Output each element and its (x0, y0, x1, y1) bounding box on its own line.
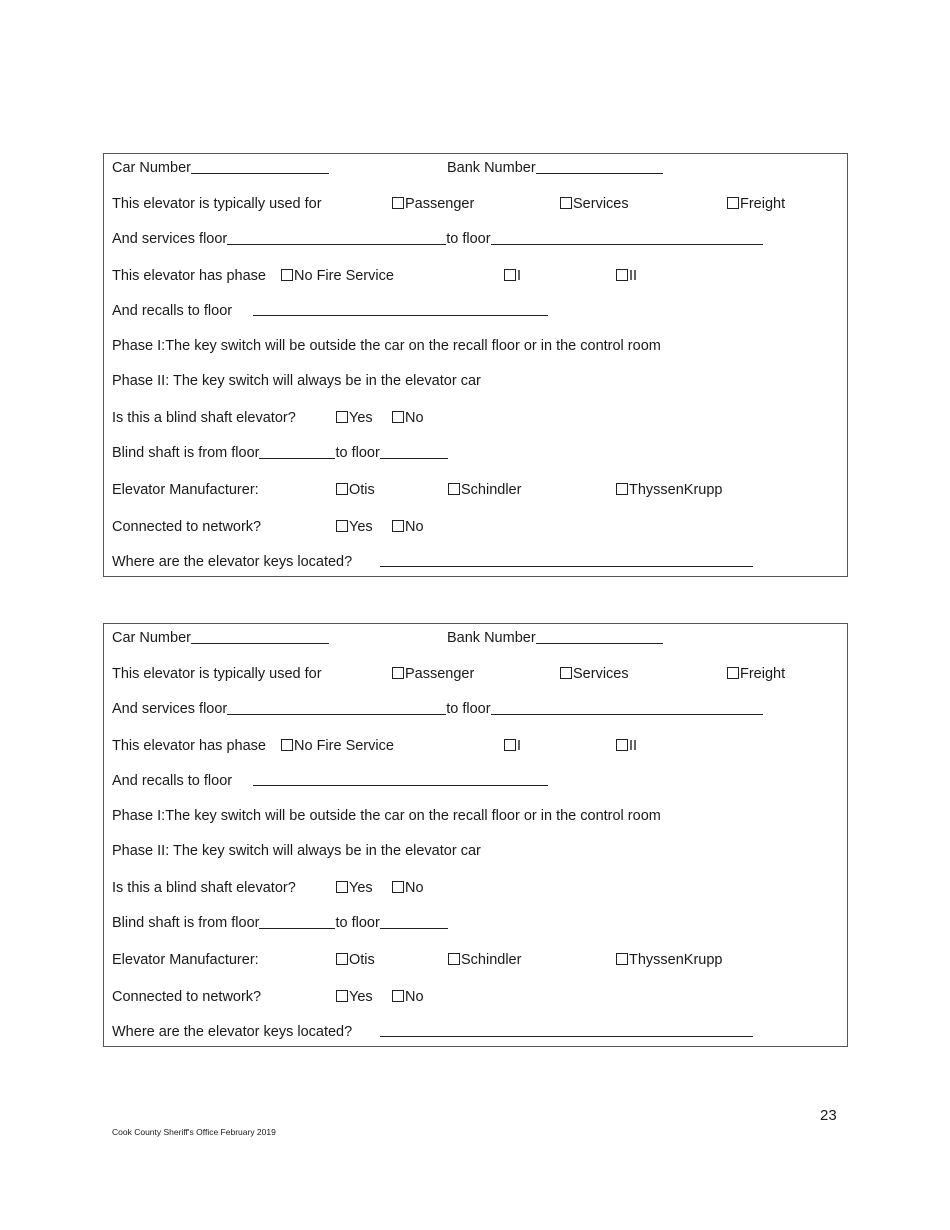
phase-i-option[interactable]: I (504, 266, 521, 286)
blind-range-row (104, 443, 847, 463)
car-number-label: Car Number (112, 630, 191, 646)
phase-i-option[interactable]: I (504, 736, 521, 756)
services-floor-label: And services floor (112, 231, 228, 247)
use-passenger-option[interactable]: Passenger (392, 194, 474, 214)
manufacturer-thyssenkrupp-option[interactable]: ThyssenKrupp (616, 950, 723, 970)
blind-shaft-row (104, 878, 847, 898)
checkbox-network-no[interactable] (392, 990, 404, 1002)
network-no-option[interactable]: No (392, 517, 424, 537)
typical-use-row (104, 194, 847, 214)
elevator-form-2 (103, 623, 848, 1047)
bank-number-label: Bank Number (447, 630, 536, 646)
use-passenger-option[interactable]: Passenger (392, 664, 474, 684)
checkbox-thyssenkrupp[interactable] (616, 483, 628, 495)
checkbox-phase-i[interactable] (504, 269, 516, 281)
bank-number-field[interactable] (536, 159, 663, 174)
use-freight-option[interactable]: Freight (727, 194, 785, 214)
checkbox-otis[interactable] (336, 953, 348, 965)
manufacturer-thyssenkrupp-option[interactable]: ThyssenKrupp (616, 480, 723, 500)
manufacturer-label: Elevator Manufacturer: (112, 482, 259, 498)
checkbox-no-fire-service[interactable] (281, 739, 293, 751)
phase-label: This elevator has phase (112, 738, 266, 754)
checkbox-services[interactable] (560, 197, 572, 209)
recall-label: And recalls to floor (112, 303, 233, 319)
blind-to-field[interactable] (380, 914, 448, 929)
services-floor-to-field[interactable] (491, 700, 763, 715)
keys-row (104, 552, 847, 572)
blind-from-field[interactable] (259, 914, 335, 929)
phase-no-fire-option[interactable]: No Fire Service (281, 266, 394, 286)
keys-location-field[interactable] (380, 552, 753, 567)
use-freight-option[interactable]: Freight (727, 664, 785, 684)
checkbox-schindler[interactable] (448, 483, 460, 495)
checkbox-phase-i[interactable] (504, 739, 516, 751)
typical-use-label: This elevator is typically used for (112, 666, 322, 682)
checkbox-passenger[interactable] (392, 197, 404, 209)
recall-floor-field[interactable] (253, 301, 548, 316)
checkbox-freight[interactable] (727, 197, 739, 209)
phase2-text: Phase II: The key switch will always be in the elevator car (112, 843, 481, 859)
services-floor-to-field[interactable] (491, 230, 763, 245)
manufacturer-otis-option[interactable]: Otis (336, 950, 375, 970)
manufacturer-otis-option[interactable]: Otis (336, 480, 375, 500)
phase2-row (104, 371, 847, 391)
blind-to-label: to floor (335, 445, 380, 461)
manufacturer-label: Elevator Manufacturer: (112, 952, 259, 968)
car-bank-row (104, 158, 847, 178)
typical-use-row (104, 664, 847, 684)
recall-row (104, 301, 847, 321)
network-row (104, 517, 847, 537)
phase-ii-option[interactable]: II (616, 736, 637, 756)
blind-from-field[interactable] (259, 444, 335, 459)
car-number-field[interactable] (191, 159, 329, 174)
manufacturer-schindler-option[interactable]: Schindler (448, 480, 521, 500)
phase1-row (104, 806, 847, 826)
network-yes-option[interactable]: Yes (336, 987, 373, 1007)
blind-to-field[interactable] (380, 444, 448, 459)
recall-label: And recalls to floor (112, 773, 233, 789)
phase1-text: Phase I:The key switch will be outside the car on the recall floor or in the control room (112, 338, 661, 354)
services-floor-row (104, 229, 847, 249)
phase-ii-option[interactable]: II (616, 266, 637, 286)
phase-row (104, 266, 847, 286)
checkbox-phase-ii[interactable] (616, 739, 628, 751)
phase-no-fire-option[interactable]: No Fire Service (281, 736, 394, 756)
phase2-text: Phase II: The key switch will always be in the elevator car (112, 373, 481, 389)
checkbox-no-fire-service[interactable] (281, 269, 293, 281)
phase-label: This elevator has phase (112, 268, 266, 284)
services-floor-from-field[interactable] (227, 230, 446, 245)
keys-row (104, 1022, 847, 1042)
checkbox-network-yes[interactable] (336, 520, 348, 532)
phase-row (104, 736, 847, 756)
services-floor-row (104, 699, 847, 719)
manufacturer-schindler-option[interactable]: Schindler (448, 950, 521, 970)
network-no-option[interactable]: No (392, 987, 424, 1007)
footer-text: Cook County Sheriff's Office February 2019 (112, 1127, 276, 1137)
network-yes-option[interactable]: Yes (336, 517, 373, 537)
manufacturer-row (104, 950, 847, 970)
checkbox-blind-yes[interactable] (336, 881, 348, 893)
keys-label: Where are the elevator keys located? (112, 554, 353, 570)
checkbox-schindler[interactable] (448, 953, 460, 965)
checkbox-blind-no[interactable] (392, 881, 404, 893)
car-number-field[interactable] (191, 629, 329, 644)
network-label: Connected to network? (112, 519, 262, 535)
network-label: Connected to network? (112, 989, 262, 1005)
elevator-form-1 (103, 153, 848, 577)
checkbox-passenger[interactable] (392, 667, 404, 679)
blind-shaft-yes-option[interactable]: Yes (336, 408, 373, 428)
checkbox-thyssenkrupp[interactable] (616, 953, 628, 965)
checkbox-network-no[interactable] (392, 520, 404, 532)
use-services-option[interactable]: Services (560, 664, 629, 684)
manufacturer-row (104, 480, 847, 500)
blind-shaft-row (104, 408, 847, 428)
blind-range-row (104, 913, 847, 933)
checkbox-otis[interactable] (336, 483, 348, 495)
blind-to-label: to floor (335, 915, 380, 931)
network-row (104, 987, 847, 1007)
page-number: 23 (820, 1107, 837, 1124)
services-floor-label: And services floor (112, 701, 228, 717)
car-bank-row (104, 628, 847, 648)
recall-row (104, 771, 847, 791)
bank-number-field[interactable] (536, 629, 663, 644)
checkbox-blind-yes[interactable] (336, 411, 348, 423)
bank-number-label: Bank Number (447, 160, 536, 176)
checkbox-phase-ii[interactable] (616, 269, 628, 281)
phase1-text: Phase I:The key switch will be outside the car on the recall floor or in the control room (112, 808, 661, 824)
car-number-label: Car Number (112, 160, 191, 176)
blind-shaft-question: Is this a blind shaft elevator? (112, 410, 296, 426)
blind-from-label: Blind shaft is from floor (112, 445, 260, 461)
keys-location-field[interactable] (380, 1022, 753, 1037)
checkbox-services[interactable] (560, 667, 572, 679)
keys-label: Where are the elevator keys located? (112, 1024, 353, 1040)
phase2-row (104, 841, 847, 861)
services-floor-from-field[interactable] (227, 700, 446, 715)
blind-shaft-no-option[interactable]: No (392, 408, 424, 428)
phase1-row (104, 336, 847, 356)
use-services-option[interactable]: Services (560, 194, 629, 214)
to-floor-label: to floor (446, 231, 491, 247)
checkbox-freight[interactable] (727, 667, 739, 679)
typical-use-label: This elevator is typically used for (112, 196, 322, 212)
to-floor-label: to floor (446, 701, 491, 717)
recall-floor-field[interactable] (253, 771, 548, 786)
blind-shaft-no-option[interactable]: No (392, 878, 424, 898)
blind-shaft-question: Is this a blind shaft elevator? (112, 880, 296, 896)
checkbox-network-yes[interactable] (336, 990, 348, 1002)
blind-from-label: Blind shaft is from floor (112, 915, 260, 931)
blind-shaft-yes-option[interactable]: Yes (336, 878, 373, 898)
checkbox-blind-no[interactable] (392, 411, 404, 423)
